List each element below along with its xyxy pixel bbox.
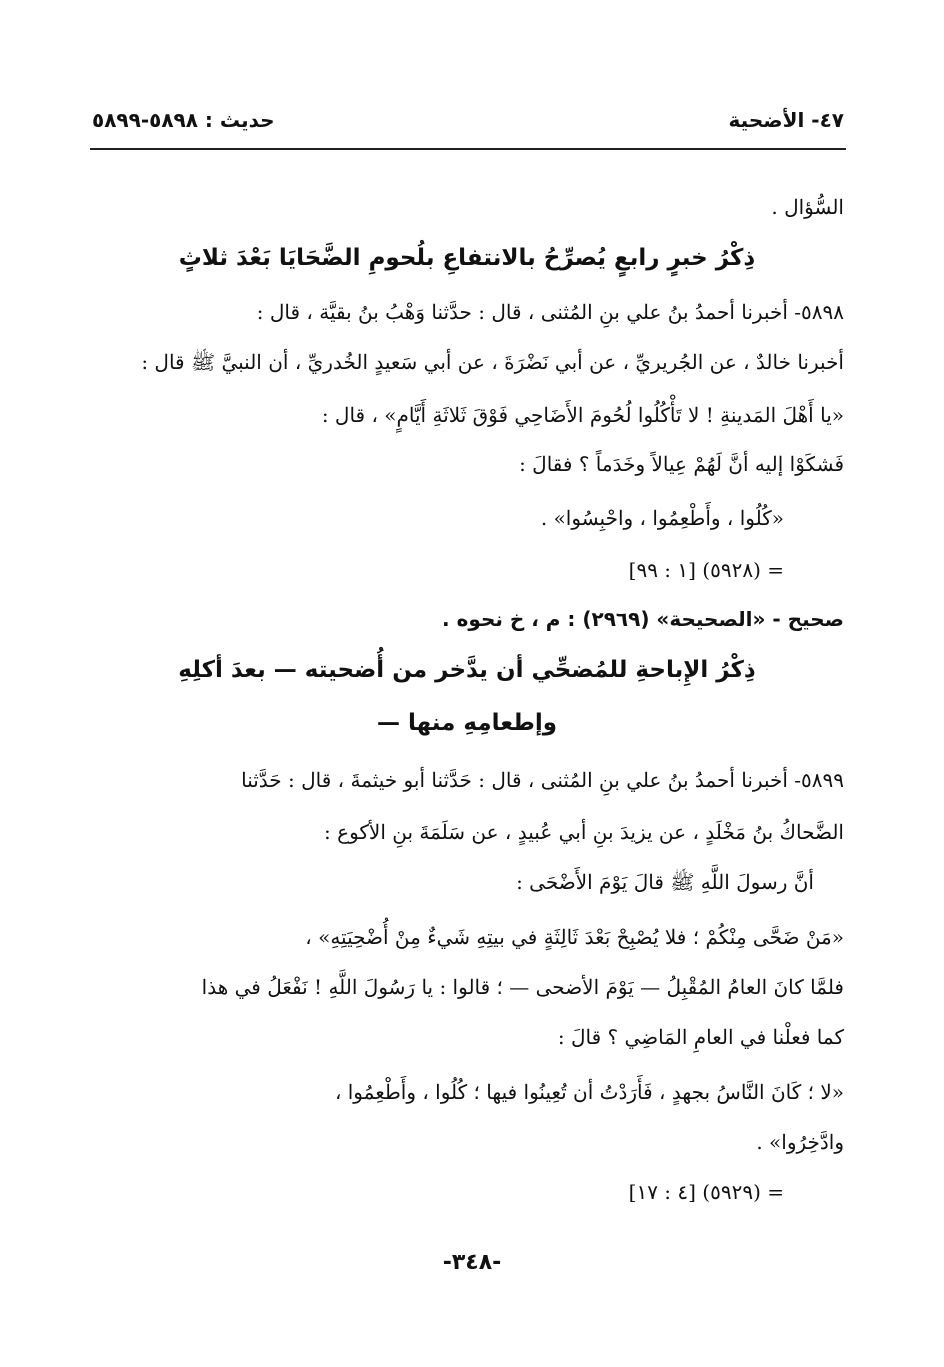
header-rule [90, 148, 846, 150]
text-line: فلمَّا كانَ العامُ المُقْبِلُ — يَوْمَ الأضحى — ؛ قالوا : يا رَسُولَ اللَّهِ ! نَفْعَلُ في هذا [201, 975, 844, 999]
section-heading: ذِكْرُ الإِباحةِ للمُضحِّي أن يدَّخر من أُضحيته — بعدَ أكلِهِ [178, 657, 756, 683]
text-line: السُّؤال . [771, 195, 844, 219]
text-line: «لا ؛ كَانَ النَّاسُ بجهدٍ ، فَأَرَدْتُ أن تُعِينُوا فيها ؛ كُلُوا ، وأَطْعِمُوا ، [334, 1080, 844, 1104]
hadith-range: حديث : ٥٨٩٨-٥٨٩٩ [92, 108, 275, 132]
text-line: «كُلُوا ، وأَطْعِمُوا ، واحْبِسُوا» . [540, 506, 784, 530]
page-number: -٣٤٨- [442, 1250, 502, 1275]
text-line: «مَنْ ضَحَّى مِنْكُمْ ؛ فلا يُصْبِحْ بَعْدَ ثَالِثَةٍ في بيتِهِ شَيءٌ مِنْ أُضْحِيَتِهِ» ، [305, 925, 844, 949]
chapter-title: ٤٧- الأضحية [728, 108, 844, 132]
grading-line: صحيح - «الصحيحة» (٢٩٦٩) : م ، خ نحوه . [442, 607, 844, 631]
reference-line: = (٥٩٢٩) [٤ : ١٧] [628, 1180, 784, 1204]
text-line: ٥٨٩٩- أخبرنا أحمدُ بنُ علي بنِ المُثنى ، قال : حَدَّثنا أبو خيثمةَ ، قال : حَدَّثنا [241, 768, 844, 792]
text-line: أنَّ رسولَ اللَّهِ ﷺ قالَ يَوْمَ الأَضْحَى : [516, 870, 814, 894]
text-line: كما فعلْنا في العامِ المَاضِي ؟ قالَ : [557, 1025, 844, 1049]
reference-line: = (٥٩٢٨) [١ : ٩٩] [628, 558, 784, 582]
section-heading: ذِكْرُ خبرٍ رابعٍ يُصرِّحُ بالانتفاعِ بلُحومِ الضَّحَايَا بَعْدَ ثلاثٍ [178, 245, 756, 271]
text-line: أخبرنا خالدٌ ، عن الجُريريِّ ، عن أبي نَضْرَةَ ، عن أبي سَعيدٍ الخُدريِّ ، أن النبيَّ ﷺ قال : [141, 350, 844, 374]
section-heading: وإطعامِهِ منها — [376, 710, 558, 736]
text-line: الضَّحاكُ بنُ مَخْلَدٍ ، عن يزيدَ بنِ أبي عُبيدٍ ، عن سَلَمَةَ بنِ الأكوع : [324, 820, 844, 844]
text-line: وادَّخِرُوا» . [756, 1130, 844, 1154]
text-line: ٥٨٩٨- أخبرنا أحمدُ بنُ علي بنِ المُثنى ، قال : حدَّثنا وَهْبُ بنُ بقيَّة ، قال : [256, 300, 844, 324]
text-line: فَشكَوْا إليه أنَّ لَهُمْ عِيالاً وخَدَماً ؟ فقالَ : [519, 452, 844, 476]
text-line: «يا أَهْلَ المَدينةِ ! لا تَأْكُلُوا لُحُومَ الأَضَاحِي فَوْقَ ثَلاثَةِ أَيَّامٍ» ، قال : [321, 403, 844, 427]
